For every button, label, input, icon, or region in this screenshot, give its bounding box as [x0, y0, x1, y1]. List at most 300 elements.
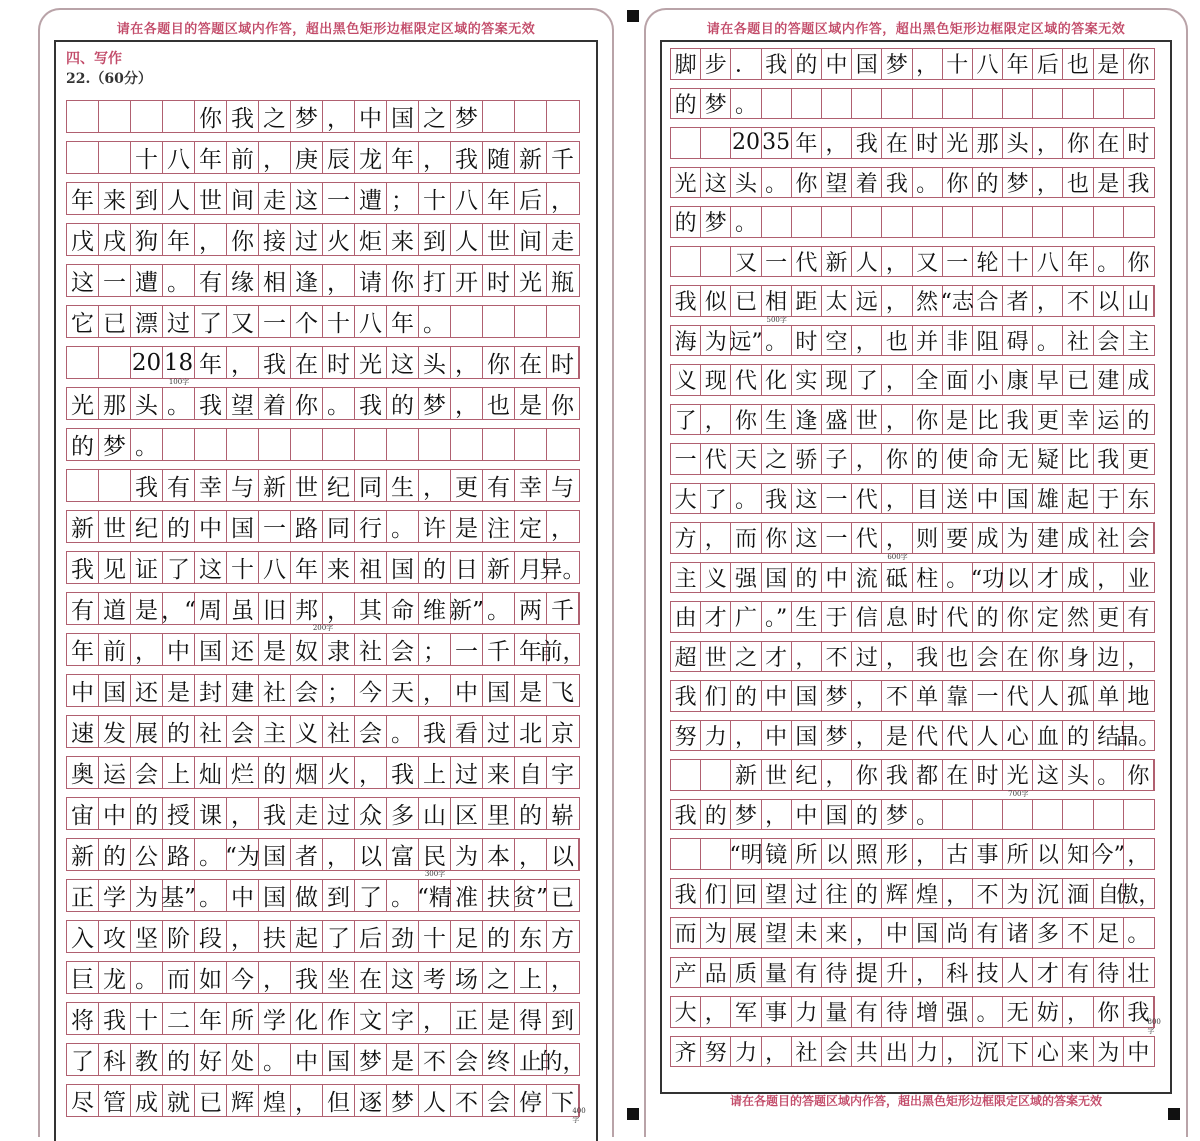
grid-cell: 新 — [515, 142, 547, 173]
grid-cell: 国 — [323, 1044, 355, 1075]
grid-cell — [762, 207, 792, 237]
grid-cell: 学 — [99, 880, 131, 911]
grid-cell: 逢 — [291, 265, 323, 296]
grid-cell: 全 — [913, 365, 943, 395]
grid-cell: 来 — [1063, 1037, 1093, 1067]
grid-cell: ， — [882, 405, 912, 435]
grid-cell: 过 — [852, 642, 882, 672]
grid-cell: 过 — [792, 879, 822, 909]
grid-cell: 时 — [913, 602, 943, 632]
grid-cell: 送 — [943, 484, 973, 514]
grid-cell — [99, 470, 131, 501]
grid-cell: 山 — [1124, 286, 1154, 316]
grid-cell: 远” — [731, 326, 761, 356]
grid-cell: 请 — [355, 265, 387, 296]
word-count-marker: 100字 — [168, 378, 190, 386]
grid-cell: 已 — [195, 1085, 227, 1116]
grid-cell: 了 — [163, 552, 195, 583]
grid-cell: 会 — [227, 716, 259, 747]
grid-cell: 中 — [792, 800, 822, 830]
grid-cell: 的 — [387, 388, 419, 419]
grid-row — [670, 957, 1155, 989]
grid-cell: 一 — [99, 265, 131, 296]
grid-row — [670, 996, 1161, 1035]
grid-cell: 八 — [259, 552, 291, 583]
grid-cell: 东 — [1127, 487, 1150, 513]
grid-cell: 中 — [67, 675, 99, 706]
grid-cell: 你 — [227, 224, 259, 255]
grid-cell: 的 — [671, 207, 701, 237]
grid-row — [66, 387, 580, 420]
grid-cell: 十 — [131, 142, 163, 173]
grid-cell: 人 — [419, 1085, 451, 1116]
grid-cell: 人 — [451, 224, 483, 255]
grid-cell: 康 — [1003, 365, 1033, 395]
grid-cell: 化 — [291, 1003, 323, 1034]
grid-cell: 望 — [762, 879, 792, 909]
grid-cell: 有 — [483, 470, 515, 501]
grid-cell: 大 — [671, 997, 701, 1027]
grid-cell: 。 — [323, 388, 355, 419]
grid-cell: ， — [259, 142, 291, 173]
grid-cell: 的 — [973, 602, 1003, 632]
grid-cell: 为 — [131, 880, 163, 911]
grid-cell: 会 — [387, 634, 419, 665]
grid-cell: 速 — [67, 716, 99, 747]
grid-cell: 我 — [387, 757, 419, 788]
grid-cell: 古 — [943, 839, 973, 869]
grid-cell: 更 — [451, 470, 483, 501]
grid-cell: 无 — [1003, 997, 1033, 1027]
grid-cell — [1033, 800, 1063, 830]
grid-cell: 。 — [762, 326, 792, 356]
grid-cell: 成 — [131, 1085, 163, 1116]
grid-cell: 是 — [451, 511, 483, 542]
grid-cell: 打 — [419, 265, 451, 296]
grid-cell: 定 — [515, 511, 547, 542]
grid-cell: 梦 — [1003, 168, 1033, 198]
grid-cell: 太 — [822, 286, 852, 316]
grid-cell: 会 — [291, 675, 323, 706]
grid-cell: ， — [943, 1037, 973, 1067]
grid-cell: 35 — [762, 128, 792, 158]
grid-cell: 中 — [762, 681, 792, 711]
grid-cell — [822, 207, 852, 237]
grid-cell: 八 — [163, 142, 195, 173]
grid-cell: 一 — [323, 183, 355, 214]
grid-cell: 建 — [1094, 365, 1124, 395]
grid-cell: 知 — [1063, 839, 1093, 869]
grid-cell: 梦 — [701, 207, 731, 237]
grid-cell: ， — [419, 1003, 451, 1034]
word-count-marker: 200字 — [312, 624, 334, 632]
grid-cell: 在 — [1094, 128, 1124, 158]
grid-cell: 单 — [1094, 681, 1124, 711]
grid-cell: 逢 — [792, 405, 822, 435]
grid-cell: 得 — [515, 1003, 547, 1034]
grid-row — [670, 285, 1155, 324]
alignment-mark — [1168, 1108, 1180, 1120]
grid-cell: 段 — [195, 921, 227, 952]
grid-cell: 早 — [1033, 365, 1063, 395]
grid-cell: 国 — [792, 681, 822, 711]
grid-cell: 我 — [762, 49, 792, 79]
grid-cell: 军 — [731, 997, 761, 1027]
grid-cell: 缘 — [227, 265, 259, 296]
grid-cell: 骄 — [792, 444, 822, 474]
grid-cell: 社 — [1094, 523, 1124, 553]
grid-cell: 已 — [551, 885, 574, 911]
grid-cell: 巨 — [67, 962, 99, 993]
grid-cell — [792, 89, 822, 119]
grid-cell: 。 — [195, 839, 227, 870]
grid-cell: 来 — [323, 552, 355, 583]
grid-cell: 相 — [259, 265, 291, 296]
grid-cell: 尚 — [943, 918, 973, 948]
grid-cell: 注 — [483, 511, 515, 542]
answer-frame — [660, 40, 1172, 1094]
grid-cell: 时 — [1127, 132, 1150, 158]
grid-cell — [671, 128, 701, 158]
grid-cell — [515, 306, 547, 337]
grid-cell: 。 — [483, 593, 515, 624]
grid-cell: 由 — [671, 602, 701, 632]
grid-cell: 还 — [131, 675, 163, 706]
grid-cell: 梦 — [451, 101, 483, 132]
grid-cell: ， — [323, 839, 355, 870]
grid-cell — [1063, 89, 1093, 119]
grid-cell: 。 — [1127, 922, 1150, 948]
grid-cell: 方 — [551, 926, 574, 952]
grid-cell: 已 — [731, 286, 761, 316]
grid-cell: 单 — [913, 681, 943, 711]
grid-cell: 一 — [943, 247, 973, 277]
grid-cell: 证 — [131, 552, 163, 583]
grid-cell — [1003, 800, 1033, 830]
grid-cell: 中 — [227, 880, 259, 911]
grid-cell: 国 — [387, 101, 419, 132]
grid-cell: 行 — [355, 511, 387, 542]
grid-cell: ， — [227, 798, 259, 829]
grid-cell: 新 — [731, 760, 761, 790]
grid-cell: ； — [419, 634, 451, 665]
grid-cell: 这 — [387, 962, 419, 993]
grid-cell: 到 — [131, 183, 163, 214]
grid-cell: 国 — [387, 552, 419, 583]
grid-cell: 在 — [1003, 642, 1033, 672]
grid-cell: 现 — [701, 365, 731, 395]
grid-cell: 然 — [913, 286, 943, 316]
grid-cell: ， — [419, 142, 451, 173]
grid-cell: 基” — [163, 880, 195, 911]
grid-cell: 望 — [227, 388, 259, 419]
grid-cell: 了 — [671, 405, 701, 435]
grid-cell: 我 — [291, 962, 323, 993]
grid-cell — [1124, 89, 1153, 119]
grid-cell: 的 — [163, 1044, 195, 1075]
grid-cell: 庚 — [291, 142, 323, 173]
grid-cell: 事 — [762, 997, 792, 1027]
grid-cell: 力 — [731, 1037, 761, 1067]
grid-cell: 并 — [913, 326, 943, 356]
grid-cell — [913, 207, 943, 237]
grid-cell: 时 — [483, 265, 515, 296]
grid-cell: 代 — [852, 523, 882, 553]
grid-cell: 增 — [913, 997, 943, 1027]
grid-cell: 自 — [515, 757, 547, 788]
grid-cell: 着 — [259, 388, 291, 419]
grid-cell: ， — [451, 347, 483, 378]
grid-cell — [973, 207, 1003, 237]
grid-cell: 。 — [731, 484, 761, 514]
grid-cell: 望 — [822, 168, 852, 198]
grid-cell: ， — [227, 347, 259, 378]
grid-cell: 不 — [451, 1085, 483, 1116]
grid-row — [670, 364, 1155, 396]
grid-cell: 扶 — [259, 921, 291, 952]
grid-cell: 如 — [195, 962, 227, 993]
grid-cell: ， — [852, 721, 882, 751]
grid-cell: 建 — [227, 675, 259, 706]
grid-cell: 以 — [1003, 563, 1033, 593]
grid-cell: 不 — [419, 1044, 451, 1075]
grid-cell: 起 — [291, 921, 323, 952]
grid-cell: ， — [1127, 843, 1150, 869]
answer-area-notice: 请在各题目的答题区域内作答，超出黑色矩形边框限定区域的答案无效 — [706, 22, 1126, 37]
grid-cell: 升 — [882, 958, 912, 988]
grid-cell: 中 — [163, 634, 195, 665]
grid-cell: 的 — [483, 921, 515, 952]
grid-cell: 心 — [1003, 721, 1033, 751]
grid-cell: 过 — [163, 306, 195, 337]
grid-cell: 奥 — [67, 757, 99, 788]
grid-cell: 在 — [943, 760, 973, 790]
grid-cell: 梦 — [882, 800, 912, 830]
grid-cell: 前 — [227, 142, 259, 173]
grid-cell: 时 — [323, 347, 355, 378]
grid-cell: 这 — [387, 347, 419, 378]
grid-cell: 小 — [973, 365, 1003, 395]
grid-cell: 。 — [943, 563, 973, 593]
grid-cell — [419, 429, 451, 460]
grid-cell: 所 — [1003, 839, 1033, 869]
grid-cell: 教 — [131, 1044, 163, 1075]
grid-cell: 的 — [67, 429, 99, 460]
grid-cell: 傲， — [1116, 882, 1161, 908]
grid-cell: 为 — [701, 918, 731, 948]
grid-cell: ， — [701, 523, 731, 553]
grid-cell: 是 — [163, 675, 195, 706]
grid-cell: 众 — [355, 798, 387, 829]
grid-cell: 待 — [822, 958, 852, 988]
grid-cell: 以 — [822, 839, 852, 869]
grid-cell: 国 — [822, 800, 852, 830]
grid-cell: 做 — [291, 880, 323, 911]
grid-cell: 也 — [1063, 168, 1093, 198]
grid-cell: 来 — [387, 224, 419, 255]
grid-cell: 头 — [731, 168, 761, 198]
grid-cell: 足 — [451, 921, 483, 952]
grid-cell: ， — [882, 286, 912, 316]
grid-cell: 今 — [227, 962, 259, 993]
grid-cell: 又 — [913, 247, 943, 277]
grid-cell — [1033, 89, 1063, 119]
grid-cell: 。 — [131, 962, 163, 993]
grid-cell: 世 — [291, 470, 323, 501]
grid-cell: 者 — [291, 839, 323, 870]
grid-cell — [852, 89, 882, 119]
grid-cell: 世 — [701, 642, 731, 672]
grid-row — [66, 551, 586, 584]
grid-cell: ， — [1033, 128, 1063, 158]
grid-cell: 的 — [163, 716, 195, 747]
grid-cell: 中 — [99, 798, 131, 829]
grid-cell: 年 — [387, 142, 419, 173]
grid-cell: “明 — [731, 839, 761, 869]
grid-cell: 千 — [483, 634, 515, 665]
grid-cell: 以 — [547, 839, 579, 870]
grid-cell: 科 — [943, 958, 973, 988]
grid-cell: 准 — [451, 880, 483, 911]
grid-cell: 个 — [291, 306, 323, 337]
grid-cell: 主 — [1127, 329, 1150, 355]
grid-cell: 瓶 — [551, 270, 574, 296]
grid-row — [66, 141, 580, 174]
grid-cell: 。 — [195, 880, 227, 911]
grid-cell: 多 — [387, 798, 419, 829]
grid-cell: 疑 — [1033, 444, 1063, 474]
grid-row — [670, 1036, 1155, 1068]
grid-cell: 劲 — [387, 921, 419, 952]
left-answer-sheet — [38, 8, 614, 1137]
grid-cell: 灿 — [195, 757, 227, 788]
grid-cell: 但 — [323, 1085, 355, 1116]
grid-cell: 上 — [163, 757, 195, 788]
grid-cell: 轮 — [973, 247, 1003, 277]
grid-cell: 了 — [323, 921, 355, 952]
grid-cell: 你 — [1003, 602, 1033, 632]
grid-cell: 心 — [1033, 1037, 1063, 1067]
grid-cell — [67, 347, 99, 378]
grid-cell — [671, 760, 701, 790]
grid-cell: 之 — [483, 962, 515, 993]
grid-cell: 考 — [419, 962, 451, 993]
grid-cell: 将 — [67, 1003, 99, 1034]
grid-cell: 以 — [1094, 286, 1124, 316]
grid-cell: 也 — [882, 326, 912, 356]
grid-cell — [973, 800, 1003, 830]
grid-row — [66, 879, 580, 912]
grid-cell: 虽 — [227, 593, 259, 624]
grid-cell: 两 — [515, 593, 547, 624]
grid-cell: ， — [701, 997, 731, 1027]
grid-cell: 社 — [792, 1037, 822, 1067]
grid-cell: 定 — [1033, 602, 1063, 632]
grid-cell: 的 — [131, 798, 163, 829]
grid-cell: 这 — [792, 523, 822, 553]
grid-cell: 空 — [822, 326, 852, 356]
grid-cell — [515, 429, 547, 460]
grid-cell: 纪 — [792, 760, 822, 790]
grid-cell: 我 — [355, 388, 387, 419]
grid-cell: 也 — [1063, 49, 1093, 79]
grid-cell: 过 — [483, 716, 515, 747]
grid-cell — [387, 429, 419, 460]
grid-row — [670, 838, 1155, 870]
grid-cell: 照 — [852, 839, 882, 869]
grid-cell: 以 — [1033, 839, 1063, 869]
grid-cell: 贫” — [515, 880, 547, 911]
grid-cell — [547, 101, 578, 132]
grid-cell: 国 — [1003, 484, 1033, 514]
grid-cell: 其 — [355, 593, 387, 624]
grid-cell: ， — [701, 405, 731, 435]
grid-cell: 会 — [822, 1037, 852, 1067]
grid-cell: 间 — [227, 183, 259, 214]
grid-cell: 运 — [1094, 405, 1124, 435]
grid-cell: 的 — [731, 681, 761, 711]
grid-cell — [701, 128, 731, 158]
grid-cell: 漂 — [131, 306, 163, 337]
grid-cell — [943, 207, 973, 237]
grid-cell: 正 — [67, 880, 99, 911]
grid-cell: 我 — [671, 800, 701, 830]
grid-cell: 遭 — [131, 265, 163, 296]
grid-cell: 品 — [701, 958, 731, 988]
grid-cell: 中 — [1127, 1040, 1150, 1066]
grid-row — [66, 182, 580, 215]
grid-cell: 靠 — [943, 681, 973, 711]
grid-cell: 一 — [822, 523, 852, 553]
grid-row — [670, 483, 1155, 515]
grid-cell: 都 — [913, 760, 943, 790]
word-count-marker: 300字 — [424, 870, 446, 878]
grid-cell: 代 — [852, 484, 882, 514]
grid-cell: 出 — [882, 1037, 912, 1067]
grid-cell: 更 — [1127, 448, 1150, 474]
grid-cell: 旧 — [259, 593, 291, 624]
grid-row — [66, 346, 580, 386]
grid-cell: 梦 — [882, 49, 912, 79]
grid-cell: 十 — [323, 306, 355, 337]
grid-cell: 人 — [163, 183, 195, 214]
grid-cell: 异。 — [539, 557, 586, 583]
grid-cell: 正 — [451, 1003, 483, 1034]
alignment-mark — [627, 10, 639, 22]
grid-cell: 一 — [762, 247, 792, 277]
grid-cell: 处 — [227, 1044, 259, 1075]
grid-cell: 世 — [99, 511, 131, 542]
grid-cell: 字 — [387, 1003, 419, 1034]
grid-cell: 待 — [1094, 958, 1124, 988]
grid-cell: 中 — [195, 511, 227, 542]
grid-cell: 展 — [731, 918, 761, 948]
grid-cell: 。 — [131, 429, 163, 460]
answer-frame — [54, 40, 598, 1141]
grid-row — [670, 404, 1155, 436]
grid-cell: 年 — [1003, 49, 1033, 79]
grid-cell — [67, 142, 99, 173]
grid-cell: 生 — [792, 602, 822, 632]
grid-cell: 建 — [1033, 523, 1063, 553]
grid-cell: 十 — [419, 921, 451, 952]
grid-cell: 比 — [1063, 444, 1093, 474]
grid-cell: 是 — [1094, 49, 1124, 79]
grid-cell: 力 — [913, 1037, 943, 1067]
grid-cell: 来 — [99, 183, 131, 214]
grid-row — [66, 1002, 580, 1035]
grid-cell: 会 — [1124, 523, 1154, 553]
